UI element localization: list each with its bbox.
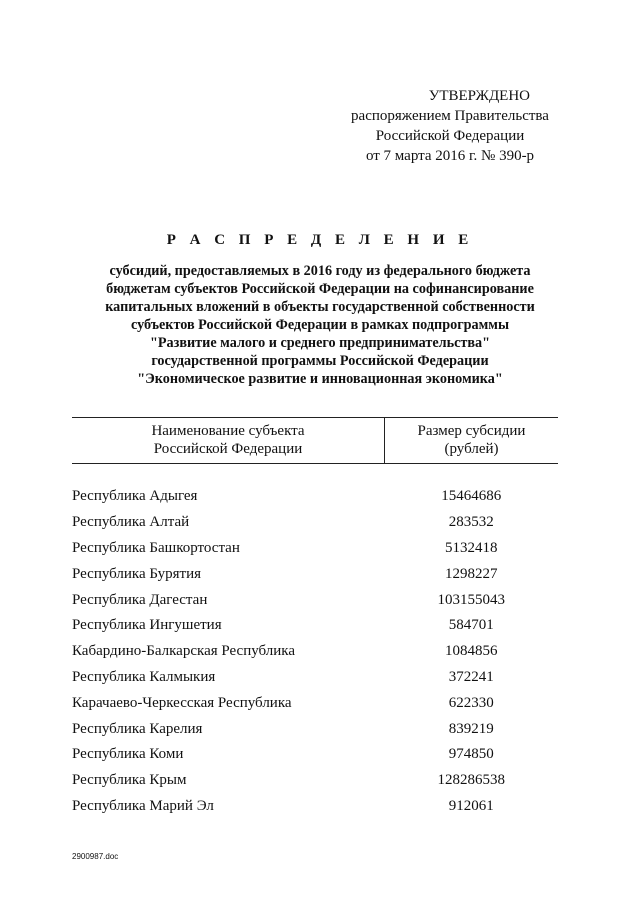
header-region bbox=[72, 418, 385, 464]
subsidy-amount: 912061 bbox=[448, 797, 494, 814]
table-row bbox=[72, 665, 558, 691]
table-spacer bbox=[72, 464, 558, 485]
subtitle-line: субъектов Российской Федерации в рамках подпрограммы bbox=[130, 317, 510, 333]
subsidy-amount: 5132418 bbox=[445, 539, 498, 556]
table-row bbox=[72, 768, 558, 794]
region-name: Республика Адыгея bbox=[72, 488, 198, 505]
table-row bbox=[72, 587, 558, 613]
subsidy-table bbox=[72, 417, 558, 819]
table-row bbox=[72, 690, 558, 716]
approval-stamp: УТВЕРЖДЕНО bbox=[428, 88, 530, 104]
subsidy-amount: 974850 bbox=[448, 746, 494, 763]
region-name: Республика Ингушетия bbox=[72, 617, 222, 634]
table-row bbox=[72, 536, 558, 562]
header-amount-line-2: (рублей) bbox=[444, 441, 499, 457]
region-name: Республика Крым bbox=[72, 772, 187, 789]
table-row bbox=[72, 613, 558, 639]
table-row bbox=[72, 484, 558, 510]
footer-filename: 2900987.doc bbox=[72, 852, 119, 861]
header-region-line-2: Российской Федерации bbox=[153, 441, 303, 457]
subsidy-amount: 622330 bbox=[448, 694, 494, 711]
approval-line-3: от 7 марта 2016 г. № 390-р bbox=[365, 148, 535, 164]
table-header-row bbox=[72, 418, 558, 464]
approval-block bbox=[330, 86, 570, 166]
subtitle-line: "Развитие малого и среднего предпринимательства" bbox=[150, 335, 490, 351]
region-name: Республика Калмыкия bbox=[72, 668, 216, 685]
region-name: Республика Карелия bbox=[72, 720, 203, 737]
subsidy-amount: 128286538 bbox=[437, 772, 505, 789]
subsidy-amount: 283532 bbox=[448, 514, 494, 531]
region-name: Кабардино-Балкарская Республика bbox=[72, 643, 296, 660]
region-name: Республика Башкортостан bbox=[72, 539, 240, 556]
document-title: Р А С П Р Е Д Е Л Е Н И Е bbox=[166, 232, 474, 248]
region-name: Республика Дагестан bbox=[72, 591, 208, 608]
subtitle-line: капитальных вложений в объекты государственной собственности bbox=[105, 299, 535, 315]
document-subtitle bbox=[60, 262, 580, 388]
subtitle-line: бюджетам субъектов Российской Федерации на софинансирование bbox=[106, 281, 534, 297]
subsidy-amount: 15464686 bbox=[441, 488, 502, 505]
approval-line-2: Российской Федерации bbox=[375, 128, 525, 144]
table-row bbox=[72, 742, 558, 768]
region-name: Республика Бурятия bbox=[72, 565, 202, 582]
table-row bbox=[72, 794, 558, 820]
header-amount-line-1: Размер субсидии bbox=[417, 423, 526, 439]
approval-line-1: распоряжением Правительства bbox=[351, 108, 549, 124]
subsidy-amount: 1298227 bbox=[445, 565, 498, 582]
title-block bbox=[60, 232, 580, 388]
subsidy-amount: 103155043 bbox=[437, 591, 505, 608]
header-region-line-1: Наименование субъекта bbox=[151, 423, 305, 439]
table-row bbox=[72, 639, 558, 665]
subsidy-amount: 839219 bbox=[448, 720, 494, 737]
header-amount bbox=[385, 418, 559, 464]
region-name: Республика Коми bbox=[72, 746, 184, 763]
subtitle-line: субсидий, предоставляемых в 2016 году из федерального бюджета bbox=[109, 263, 531, 279]
table-row bbox=[72, 510, 558, 536]
subsidy-amount: 584701 bbox=[448, 617, 494, 634]
subtitle-line: государственной программы Российской Федерации bbox=[151, 353, 489, 369]
subsidy-amount: 1084856 bbox=[445, 643, 498, 660]
table-row bbox=[72, 716, 558, 742]
subtitle-line: "Экономическое развитие и инновационная экономика" bbox=[137, 371, 503, 387]
table-row bbox=[72, 561, 558, 587]
region-name: Республика Алтай bbox=[72, 514, 190, 531]
region-name: Республика Марий Эл bbox=[72, 797, 214, 814]
subsidy-amount: 372241 bbox=[448, 668, 494, 685]
region-name: Карачаево-Черкесская Республика bbox=[72, 694, 292, 711]
